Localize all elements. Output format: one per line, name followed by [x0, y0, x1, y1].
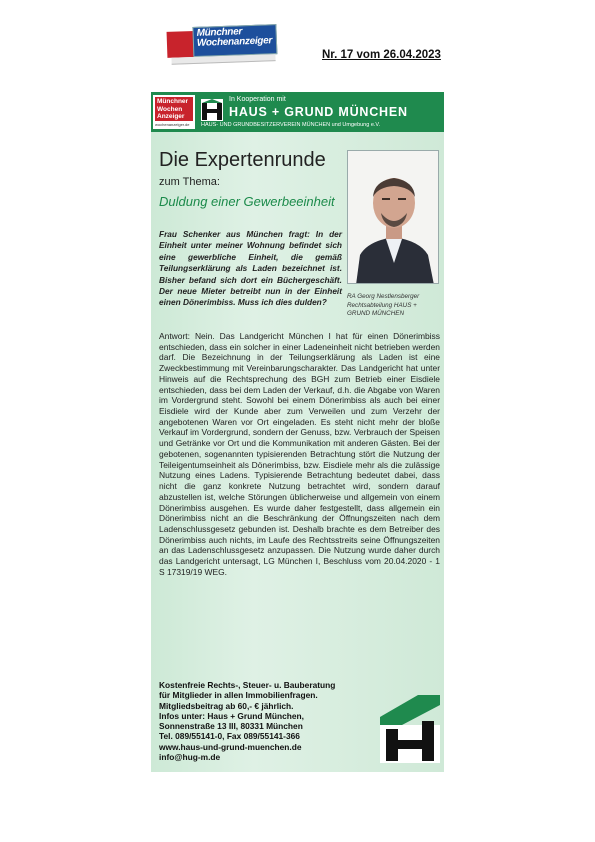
answer-text: Antwort: Nein. Das Landgericht München I hat für einen Dönerimbiss entschieden, dass ein solcher in einer Ladeneinheit nicht betrieben werden darf. Die Bezeichnung in der Teilungserklärung als Laden ist eine Zweckbestimmung mit Vereinbarungscharakter. Das Landgericht hat unter Hinweis auf die Rechtsprechung des BGH zum Betrieb einer Eisdiele entschieden, dass bei dem Laden der Verkauf, d.h. die Abgabe von Waren im Vordergrund steht. Sowohl bei einem Dönerimbiss als auch bei einer Eisdiele wird der Kunde aber zum Verweilen und zum Verzehr der angebotenen Waren vor Ort eingeladen. Es steht nicht mehr der bloße Verkauf im Vordergrund, sondern der Genuss, bzw. Verbrauch der Speisen und Getränke vor Ort und die Kommunikation mit anderen Gästen. Bei der gebotenen, sogenannten typisierenden Betrachtung stört die Nutzung der Teileigentumseinheit als Dönerimbiss, bzw. Eisdiele mehr als die zulässige Nutzung eines Ladens. Typisierende Betrachtung bedeutet dabei, dass nicht die ganz konkrete Nutzung betrachtet wird, sondern darauf abzustellen ist, welche Störungen üblicherweise und allgemein von einem Dönerimbiss ausgehen. Es wurde daher festgestellt, dass allgemein ein Dönerimbiss nicht an die Beschränkung der Öffnungszeiten nach dem Ladenschlussgesetz gebunden ist. Deshalb brachte es dem Betreiber des Dönerimbiss auch nichts, im Laufe des Rechtsstreits seine Öffnungszeiten an das Ladenschlussgesetz anzupassen. Die Nutzung wurde daher durch das Landgericht untersagt, LG München I, Beschluss vom 20.04.2020 - 1 S 17319/19 WEG.: [159, 331, 440, 577]
info-line-phone: Tel. 089/55141-0, Fax 089/55141-366: [159, 731, 300, 742]
newspaper-logo: [166, 22, 277, 66]
wochenanzeiger-logo-line2: Wochen: [157, 105, 183, 113]
wochenanzeiger-logo: [153, 95, 195, 129]
article-topic: Duldung einer Gewerbeeinheit: [159, 194, 335, 209]
cooperation-label: In Kooperation mit: [229, 96, 286, 103]
newspaper-logo-title: [196, 26, 277, 49]
expert-portrait: [347, 150, 439, 284]
info-line-email[interactable]: info@hug-m.de: [159, 752, 221, 763]
reader-question: Frau Schenker aus München fragt: In der Einheit unter meiner Wohnung befindet sich eine gewerbliche Einheit, die gemäß Teilungserklärung als Laden bezeichnet ist. Bisher befand sich dort ein Büchergeschäft. Der neue Mieter betreibt nun in der Einheit einen Dönerimbiss. Muss ich dies dulden?: [159, 229, 342, 308]
info-line: Infos unter: Haus + Grund München,: [159, 710, 304, 721]
wochenanzeiger-logo-line1: Münchner: [157, 98, 189, 105]
org-name: HAUS + GRUND MÜNCHEN: [229, 105, 408, 119]
newspaper-logo-line2: Wochenanzeiger: [196, 35, 273, 49]
wochenanzeiger-logo-sub: wochenanzeiger.de: [155, 122, 190, 127]
org-subtitle: HAUS- UND GRUNDBESITZERVEREIN MÜNCHEN und Umgebung e.V.: [201, 122, 381, 128]
haus-grund-large-logo-icon: [378, 695, 442, 763]
haus-grund-logo-icon: [201, 99, 223, 121]
topic-lead: zum Thema:: [159, 176, 220, 188]
wochenanzeiger-logo-line3: Anzeiger: [157, 113, 185, 121]
wochenanzeiger-logo-red: [155, 97, 193, 121]
info-line-website[interactable]: www.haus-und-grund-muenchen.de: [159, 741, 302, 752]
newspaper-logo-line1: Münchner: [196, 26, 243, 39]
article-title: Die Expertenrunde: [159, 149, 326, 171]
info-line: Mitgliedsbeitrag ab 60,- € jährlich.: [159, 700, 294, 711]
article-header: [151, 92, 444, 132]
newspaper-logo-red-block: [167, 31, 196, 58]
info-line: für Mitglieder in allen Immobilienfragen.: [159, 690, 318, 701]
info-line: Kostenfreie Rechts-, Steuer- u. Bauberatung: [159, 680, 336, 690]
info-line: Sonnenstraße 13 III, 80331 München: [159, 721, 303, 732]
article-panel: [151, 92, 444, 772]
haus-grund-header: [201, 96, 441, 130]
issue-line: Nr. 17 vom 26.04.2023: [322, 49, 441, 61]
photo-caption: RA Georg Nestlensberger Rechtsabteilung HAUS + GRUND MÜNCHEN: [347, 293, 420, 318]
info-box: [159, 680, 379, 762]
